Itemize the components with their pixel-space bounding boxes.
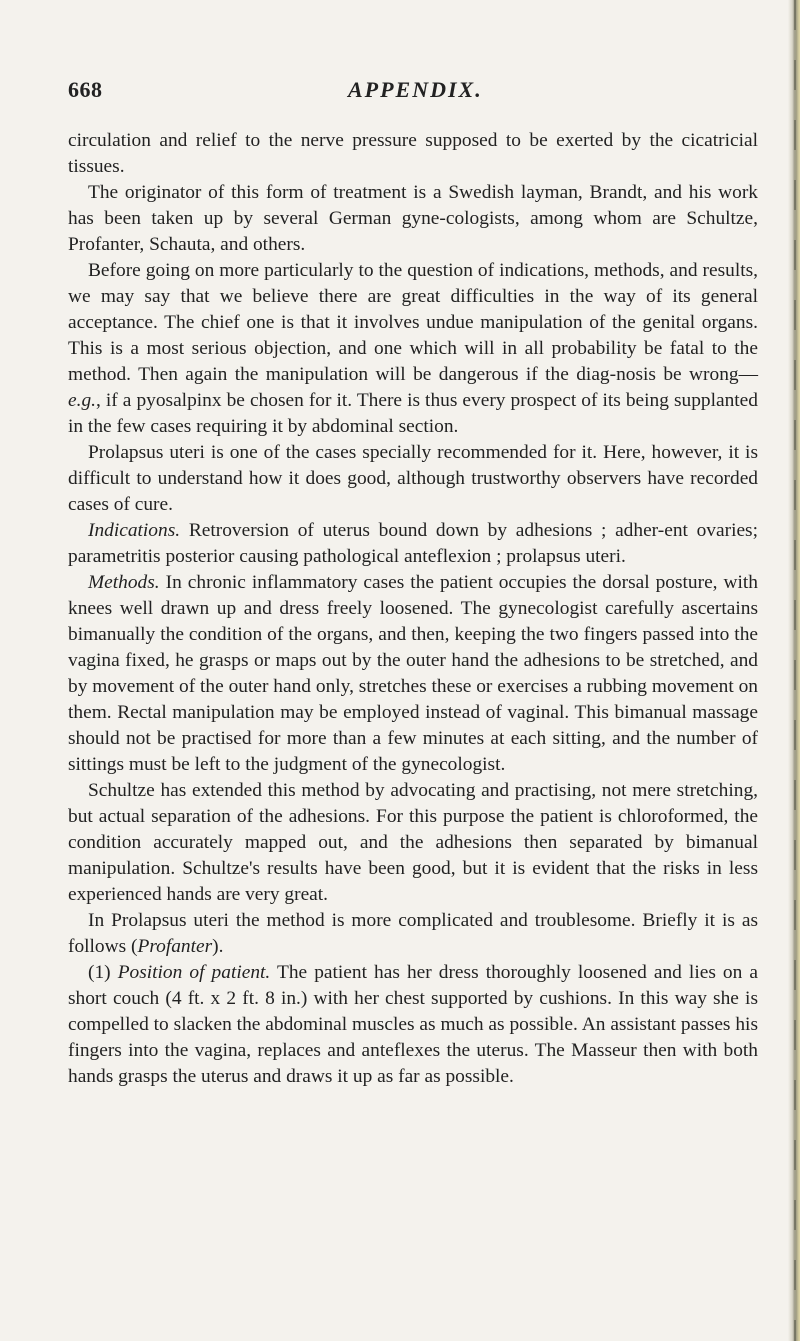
list-number: (1) xyxy=(88,962,118,983)
abbreviation-eg: e.g. xyxy=(68,390,96,411)
paragraph xyxy=(68,128,758,180)
paragraph xyxy=(68,180,758,258)
paragraph-text: circulation and relief to the nerve pressure supposed to be exerted by the cicatricial tissues. xyxy=(68,130,758,177)
paragraph xyxy=(68,518,758,570)
page-number: 668 xyxy=(68,77,103,102)
paragraph-text: Before going on more particularly to the question of indications, methods, and results, we may say that we believe there are great difficulties in the way of its general acceptance. The chief one is that it involves undue manipulation of the genital organs. This is a most serious objection, and one which will in all probability be fatal to the method. Then again the manipulation will be dangerous if the diag-nosis be wrong—e.g., if a pyosalpinx be chosen for it. There is thus every prospect of its being supplanted in the few cases requiring it by abdominal section. xyxy=(68,260,758,437)
paragraph xyxy=(68,258,758,440)
paragraph-text: In chronic inflammatory cases the patient occupies the dorsal posture, with knees well drawn up and dress freely loosened. The gynecologist carefully ascertains bimanually the condition of the organs, and then, keeping the two fingers passed into the vagina fixed, he grasps or maps out by the outer hand the adhesions to be stretched, and by movement of the outer hand only, stretches these or exercises a rubbing movement on them. Rectal manipulation may be employed instead of vaginal. This bimanual massage should not be practised for more than a few minutes at each sitting, and the number of sittings must be left to the judgment of the gynecologist. xyxy=(68,572,758,775)
paragraph xyxy=(68,440,758,518)
paragraph-text: Retroversion of uterus bound down by adhesions ; adher-ent ovaries; parametritis posterior causing pathological anteflexion ; prolapsus uteri. xyxy=(68,520,758,567)
paragraph xyxy=(68,570,758,778)
paragraph xyxy=(68,908,758,960)
page-header xyxy=(68,77,758,111)
running-head: APPENDIX. xyxy=(348,77,483,102)
paragraph-text: Prolapsus uteri is one of the cases specially recommended for it. Here, however, it is difficult to understand how it does good, although trustworthy observers have recorded cases of cure. xyxy=(68,442,758,515)
body-text xyxy=(68,128,758,1090)
paragraph xyxy=(68,960,758,1090)
section-label-indications: Indications. xyxy=(88,520,181,541)
paragraph-text: Schultze has extended this method by advocating and practising, not mere stretching, but actual separation of the adhesions. For this purpose the patient is chloroformed, the condition accurately mapped out, and the adhesions then separated by bimanual manipulation. Schultze's results have been good, but it is evident that the risks in less experienced hands are very great. xyxy=(68,780,758,905)
author-reference: Profanter xyxy=(137,936,213,957)
paragraph-text: The patient has her dress thoroughly loosened and lies on a short couch (4 ft. x 2 ft. 8 in.) with her chest supported by cushions. In this way she is compelled to slacken the abdominal muscles as much as possible. An assistant passes his fingers into the vagina, replaces and anteflexes the uterus. The Masseur then with both hands grasps the uterus and draws it up as far as possible. xyxy=(68,962,759,1087)
paragraph xyxy=(68,778,758,908)
paragraph-text: In Prolapsus uteri the method is more complicated and troublesome. Briefly it is as follows ( xyxy=(68,910,758,957)
paragraph-text: ). xyxy=(212,936,224,957)
paragraph-text: The originator of this form of treatment is a Swedish layman, Brandt, and his work has been taken up by several German gyne-cologists, among whom are Schultze, Profanter, Schauta, and others. xyxy=(68,182,758,255)
section-label-methods: Methods. xyxy=(88,572,160,593)
page-edge-shadow xyxy=(794,0,796,1341)
section-label-position: Position of patient. xyxy=(117,962,271,983)
